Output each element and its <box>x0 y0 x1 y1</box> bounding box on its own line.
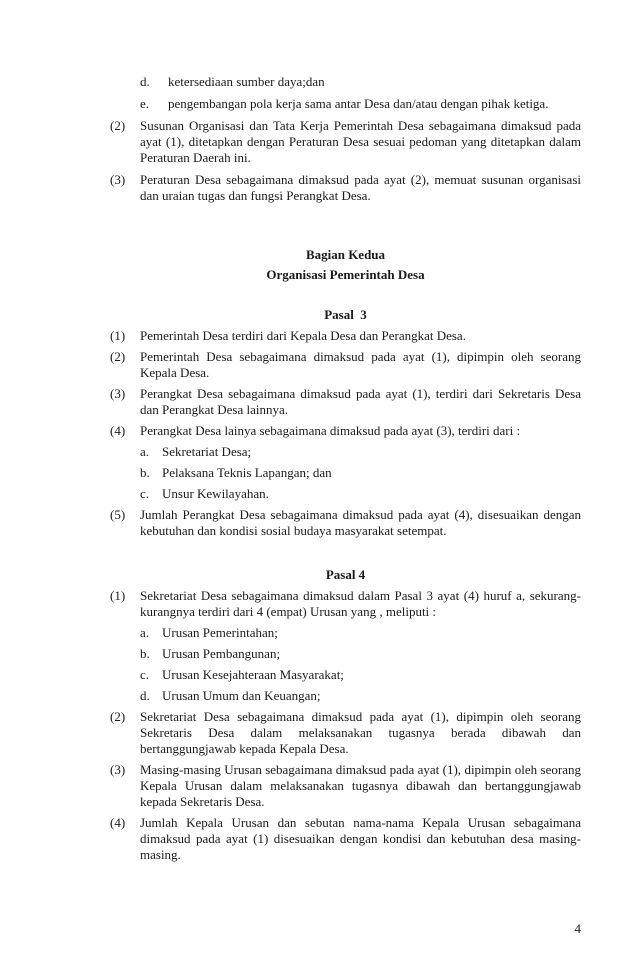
letter-marker: b. <box>140 646 150 661</box>
letter-item <box>140 74 581 90</box>
clause-text: Susunan Organisasi dan Tata Kerja Pemerintah Desa sebagaimana dimaksud pada ayat (1), ditetapkan dengan Peraturan Desa sesuai pedoman yang ditetapkan dalam Peraturan Daerah ini. <box>140 118 581 165</box>
numbered-clause <box>110 172 581 204</box>
letter-text: ketersediaan sumber daya;dan <box>168 74 325 89</box>
clause-marker: (4) <box>110 423 126 438</box>
numbered-clause <box>110 588 581 620</box>
page-content <box>110 74 581 863</box>
clause-text: Jumlah Kepala Urusan dan sebutan nama-nama Kepala Urusan sebagaimana dimaksud pada ayat (1) disesuaikan dengan kondisi dan kebutuhan desa masing-masing. <box>140 815 581 862</box>
clause-text: Pemerintah Desa sebagaimana dimaksud pada ayat (1), dipimpin oleh seorang Kepala Desa. <box>140 349 581 380</box>
clause-marker: (1) <box>110 328 126 343</box>
letter-item <box>140 667 581 683</box>
clause-text: Peraturan Desa sebagaimana dimaksud pada ayat (2), memuat susunan organisasi dan uraian tugas dan fungsi Perangkat Desa. <box>140 172 581 203</box>
article-heading-pasal-4: Pasal 4 <box>325 567 366 582</box>
letter-marker: d. <box>140 74 150 89</box>
clause-marker: (2) <box>110 118 126 133</box>
clause-text: Perangkat Desa sebagaimana dimaksud pada ayat (1), terdiri dari Sekretaris Desa dan Perangkat Desa lainnya. <box>140 386 581 417</box>
clause-text: Masing-masing Urusan sebagaimana dimaksud pada ayat (1), dipimpin oleh seorang Kepala Urusan dalam melaksanakan tugasnya dibawah dan bertanggungjawab kepada Sekretaris Desa. <box>140 762 581 809</box>
clause-marker: (3) <box>110 762 126 777</box>
clause-text: Sekretariat Desa sebagaimana dimaksud pada ayat (1), dipimpin oleh seorang Sekretaris Desa dalam melaksanakan tugasnya berada dibawah dan bertanggungjawab kepada Kepala Desa. <box>140 709 581 756</box>
article-heading-pasal-3: Pasal 3 <box>324 307 367 322</box>
numbered-clause <box>110 423 581 439</box>
clause-text: Pemerintah Desa terdiri dari Kepala Desa dan Perangkat Desa. <box>140 328 466 343</box>
letter-item <box>140 96 581 112</box>
clause-marker: (1) <box>110 588 126 603</box>
letter-marker: e. <box>140 96 150 111</box>
letter-marker: a. <box>140 444 150 459</box>
letter-text: Unsur Kewilayahan. <box>162 486 269 501</box>
numbered-clause <box>110 762 581 810</box>
letter-marker: d. <box>140 688 150 703</box>
letter-item <box>140 688 581 704</box>
numbered-clause <box>110 815 581 863</box>
clause-marker: (2) <box>110 349 126 364</box>
clause-text: Sekretariat Desa sebagaimana dimaksud dalam Pasal 3 ayat (4) huruf a, sekurang-kurangnya terdiri dari 4 (empat) Urusan yang , meliputi : <box>140 588 581 619</box>
letter-marker: a. <box>140 625 150 640</box>
letter-marker: c. <box>140 667 150 682</box>
numbered-clause <box>110 118 581 166</box>
section-heading-line2: Organisasi Pemerintah Desa <box>266 267 425 282</box>
clause-marker: (5) <box>110 507 126 522</box>
letter-text: Urusan Kesejahteraan Masyarakat; <box>162 667 344 682</box>
letter-text: Sekretariat Desa; <box>162 444 252 459</box>
letter-item <box>140 646 581 662</box>
numbered-clause <box>110 507 581 539</box>
letter-text: Urusan Umum dan Keuangan; <box>162 688 321 703</box>
letter-text: Urusan Pemerintahan; <box>162 625 278 640</box>
page-number: 4 <box>574 921 581 936</box>
letter-item <box>140 625 581 641</box>
numbered-clause <box>110 349 581 381</box>
letter-item <box>140 486 581 502</box>
section-heading-line1: Bagian Kedua <box>305 247 386 262</box>
letter-marker: c. <box>140 486 150 501</box>
clause-marker: (2) <box>110 709 126 724</box>
clause-text: Jumlah Perangkat Desa sebagaimana dimaksud pada ayat (4), disesuaikan dengan kebutuhan dan kondisi sosial budaya masyarakat setempat. <box>140 507 581 538</box>
clause-marker: (4) <box>110 815 126 830</box>
clause-text: Perangkat Desa lainya sebagaimana dimaksud pada ayat (3), terdiri dari : <box>140 423 521 438</box>
letter-marker: b. <box>140 465 150 480</box>
clause-marker: (3) <box>110 386 126 401</box>
numbered-clause <box>110 386 581 418</box>
letter-text: pengembangan pola kerja sama antar Desa dan/atau dengan pihak ketiga. <box>168 96 549 111</box>
letter-item <box>140 465 581 481</box>
numbered-clause <box>110 709 581 757</box>
letter-item <box>140 444 581 460</box>
clause-marker: (3) <box>110 172 126 187</box>
numbered-clause <box>110 328 581 344</box>
letter-text: Urusan Pembangunan; <box>162 646 281 661</box>
letter-text: Pelaksana Teknis Lapangan; dan <box>162 465 332 480</box>
